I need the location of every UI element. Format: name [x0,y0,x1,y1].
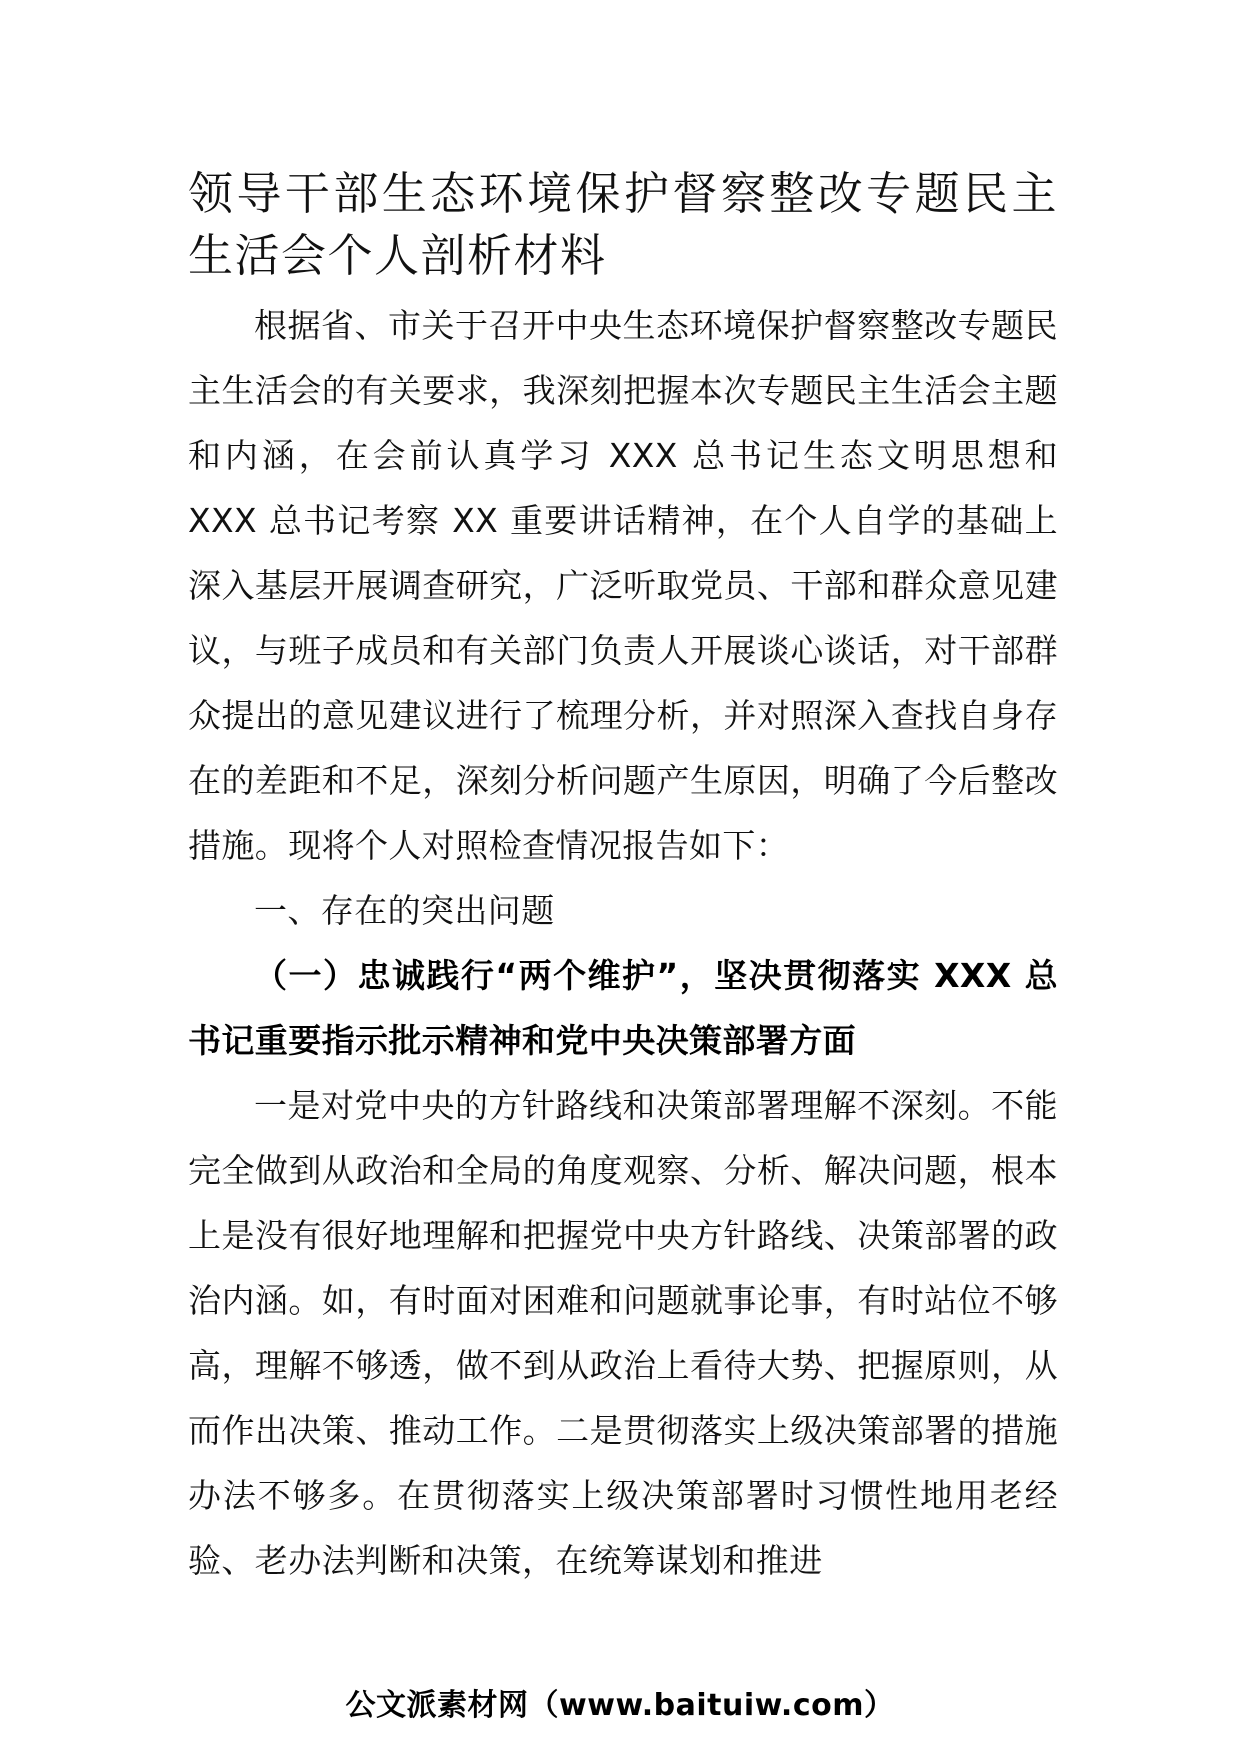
subsection-heading: （一）忠诚践行“两个维护”，坚决贯彻落实 XXX 总书记重要指示批示精神和党中央决策部署方面 [188,956,1058,1060]
body-paragraph: 一是对党中央的方针路线和决策部署理解不深刻。不能完全做到从政治和全局的角度观察、分析、解决问题，根本上是没有很好地理解和把握党中央方针路线、决策部署的政治内涵。如，有时面对困难和问题就事论事，有时站位不够高，理解不够透，做不到从政治上看待大势、把握原则，从而作出决策、推动工作。二是贯彻落实上级决策部署的措施办法不够多。在贯彻落实上级决策部署时习惯性地用老经验、老办法判断和决策，在统筹谋划和推进 [188,1086,1058,1580]
intro-paragraph: 根据省、市关于召开中央生态环境保护督察整改专题民主生活会的有关要求，我深刻把握本次专题民主生活会主题和内涵，在会前认真学习 XXX 总书记生态文明思想和 XXX 总书记考察 XX 重要讲话精神，在个人自学的基础上深入基层开展调查研究，广泛听取党员、干部和群众意见建议，与班子成员和有关部门负责人开展谈心谈话，对干部群众提出的意见建议进行了梳理分析，并对照深入查找自身存在的差距和不足，深刻分析问题产生原因，明确了今后整改措施。现将个人对照检查情况报告如下： [188,306,1058,865]
footer-watermark: 公文派素材网（www.baituiw.com） [345,1688,895,1723]
section-heading: 一、存在的突出问题 [254,891,555,930]
document-body [188,163,1058,1593]
document-title: 领导干部生态环境保护督察整改专题民主生活会个人剖析材料 [188,167,1058,282]
